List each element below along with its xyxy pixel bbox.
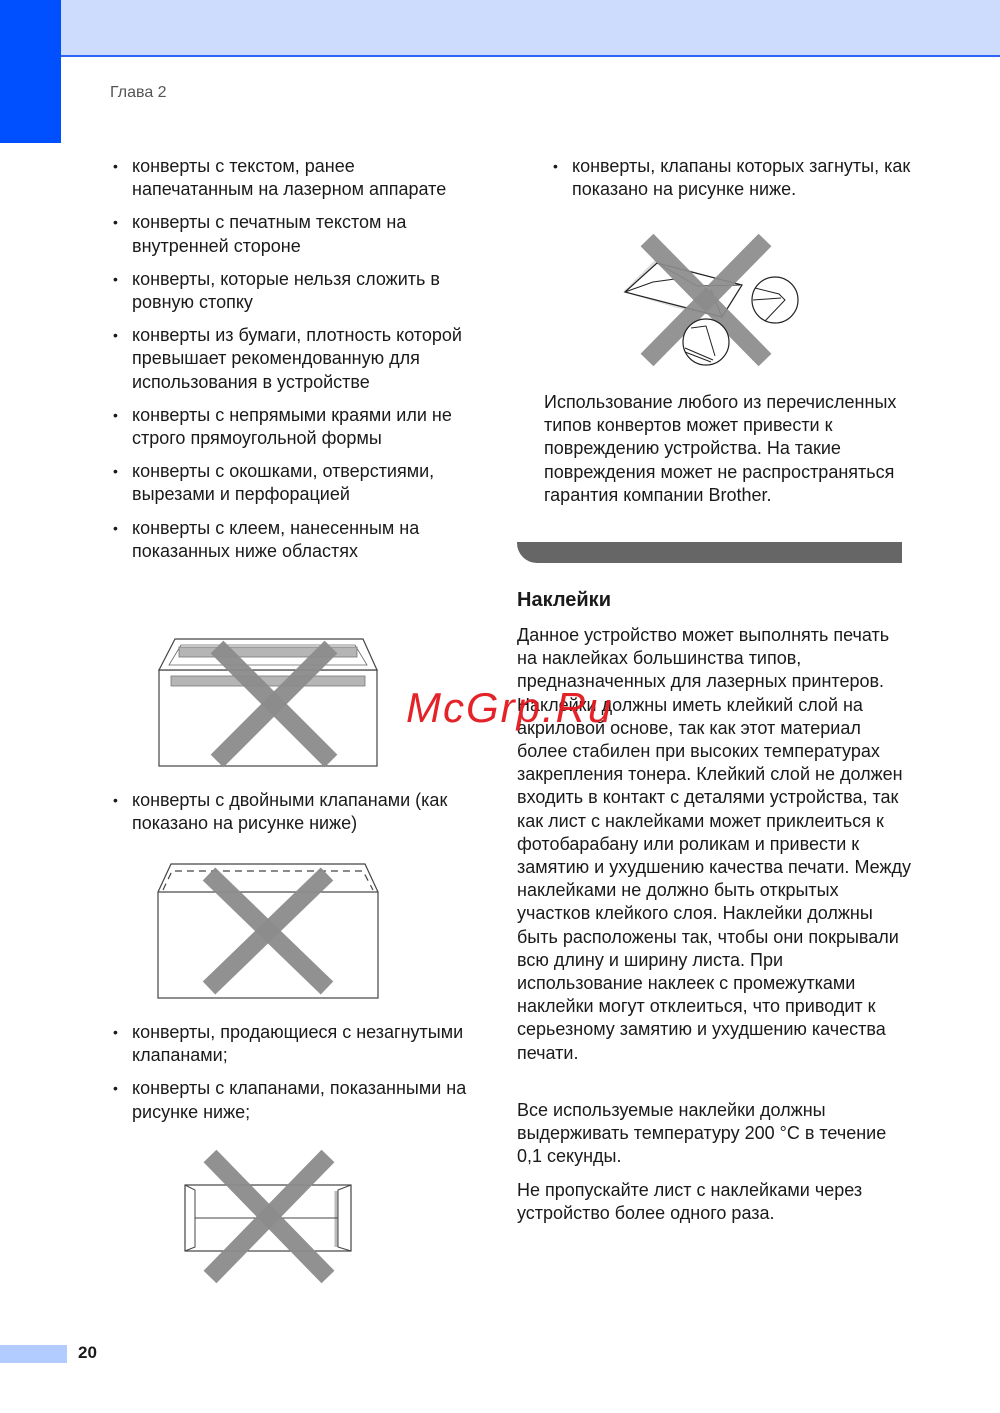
list-item: • конверты с двойными клапанами (как показано на рисунке ниже) — [113, 789, 473, 835]
list-item: • конверты, клапаны которых загнуты, как показано на рисунке ниже. — [553, 155, 913, 201]
watermark: McGrp.Ru — [406, 684, 614, 731]
list-item: • конверты с клапанами, показанными на рисунке ниже; — [113, 1077, 473, 1123]
footer-bar — [0, 1345, 67, 1363]
chapter-label: Глава 2 — [110, 84, 167, 101]
list-item: • конверты с непрямыми краями или не строго прямоугольной формы — [113, 404, 473, 450]
page-number: 20 — [78, 1343, 97, 1362]
right-column — [553, 155, 913, 211]
left-column — [113, 155, 473, 573]
envelope-double-flap-figure — [155, 862, 381, 1002]
left-column-2 — [113, 789, 473, 845]
bullet-list-2 — [113, 789, 473, 835]
envelope-curled-figure — [615, 230, 805, 370]
left-column-3 — [113, 1021, 473, 1134]
section-title: Наклейки — [517, 589, 611, 611]
list-item: • конверты, продающиеся с незагнутыми клапанами; — [113, 1021, 473, 1067]
list-item: • конверты, которые нельзя сложить в ровную стопку — [113, 268, 473, 314]
warning-bar — [517, 542, 902, 563]
header-band — [0, 0, 1000, 57]
chapter-tab — [0, 0, 61, 143]
bullet-list-3 — [113, 1021, 473, 1124]
envelope-side-flaps-figure — [180, 1150, 360, 1285]
envelope-glue-figure — [155, 635, 381, 770]
paragraph-temperature: Все используемые наклейки должны выдерживать температуру 200 °C в течение 0,1 секунды. — [517, 1100, 887, 1167]
list-item: • конверты с печатным текстом на внутренней стороне — [113, 211, 473, 257]
list-item: • конверты из бумаги, плотность которой превышает рекомендованную для использования в устройстве — [113, 324, 473, 394]
paragraph-single-pass: Не пропускайте лист с наклейками через устройство более одного раза. — [517, 1180, 863, 1224]
bullet-list-1 — [113, 155, 473, 563]
list-item: • конверты с клеем, нанесенным на показанных ниже областях — [113, 517, 473, 563]
bullet-list-right — [553, 155, 913, 201]
list-item: • конверты с окошками, отверстиями, вырезами и перфорацией — [113, 460, 473, 506]
paragraph-labels-intro: Данное устройство может выполнять печать на наклейках большинства типов, предназначенных для лазерных принтеров. Наклейки должны иметь клейкий слой на акриловой основе, так как этот материал более стабилен при высоких температурах закрепления тонера. Клейкий слой не должен входить в контакт с деталями устройства, так как лист с наклейками может приклеиться к фотобарабану или роликам и привести к замятию и ухудшению качества печати. Между наклейками не должно быть открытых участков клейкого слоя. Наклейки должны быть расположены так, чтобы они покрывали всю длину и ширину листа. При использование наклеек с промежутками наклейки могут отклеиться, что приводит к серьезному замятию и ухудшению качества печати. — [517, 625, 911, 1063]
list-item: • конверты с текстом, ранее напечатанным на лазерном аппарате — [113, 155, 473, 201]
warning-text: Использование любого из перечисленных типов конвертов может привести к повреждению устройства. На такие повреждения может не распространяться гарантия компании Brother. — [544, 392, 897, 505]
